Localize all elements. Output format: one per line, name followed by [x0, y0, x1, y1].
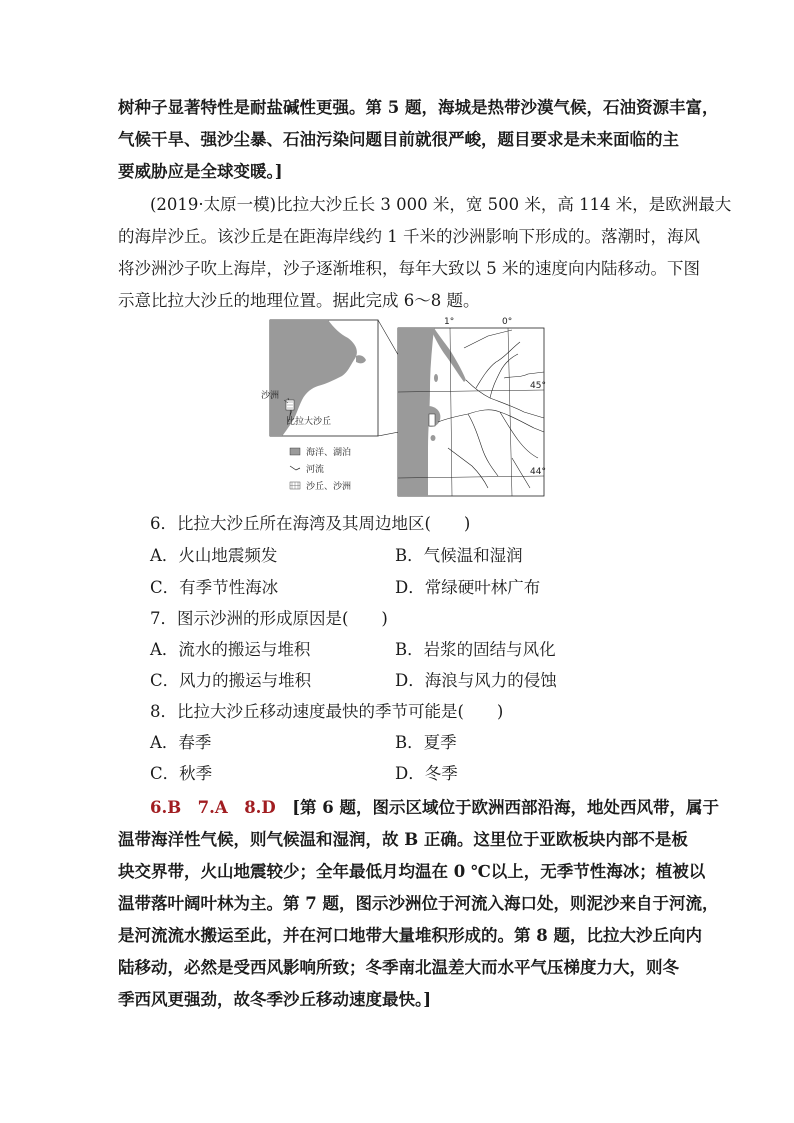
question-8-option-d: D．冬季 [395, 764, 458, 783]
legend-water-swatch [290, 448, 300, 455]
passage-line-1: (2019·太原一模)比拉大沙丘长 3 000 米，宽 500 米，高 114 米，是欧洲最大 [150, 195, 732, 214]
passage-line-3: 将沙洲沙子吹上海岸，沙子逐渐堆积，每年大致以 5 米的速度向内陆移动。下图 [118, 259, 700, 278]
answer-keys: 6.B 7.A 8.D [150, 798, 276, 817]
inset-map [261, 320, 378, 436]
lon-1-label: 1° [444, 317, 455, 327]
question-6-option-d: D．常绿硬叶林广布 [395, 578, 541, 597]
question-6-option-b: B．气候温和湿润 [395, 546, 523, 565]
question-6-stem: 6．比拉大沙丘所在海湾及其周边地区( ) [150, 514, 471, 533]
prev-explanation-line-2: 气候干旱、强沙尘暴、石油污染问题目前就很严峻，题目要求是未来面临的主 [118, 130, 679, 149]
inset-dune-label: 比拉大沙丘 [286, 417, 332, 427]
question-7-option-a: A．流水的搬运与堆积 [150, 640, 311, 659]
question-8-option-c: C．秋季 [150, 764, 213, 783]
answer-line-5: 是河流流水搬运至此，并在河口地带大量堆积形成的。第 8 题，比拉大沙丘向内 [118, 926, 702, 945]
question-8-option-a: A．春季 [150, 733, 212, 752]
passage-line-4: 示意比拉大沙丘的地理位置。据此完成 6～8 题。 [118, 291, 480, 310]
answer-line-7: 季西风更强劲，故冬季沙丘移动速度最快。] [118, 990, 432, 1009]
question-7-option-b: B．岩浆的固结与风化 [395, 640, 556, 659]
legend-river-label: 河流 [306, 465, 325, 475]
answer-line-1 [150, 796, 719, 820]
main-map [398, 317, 546, 496]
lat-45-label: 45° [530, 381, 546, 391]
question-8-stem: 8．比拉大沙丘移动速度最快的季节可能是( ) [150, 702, 504, 721]
answer-line-4: 温带落叶阔叶林为主。第 7 题，图示沙洲位于河流入海口处，则泥沙来自于河流， [118, 894, 719, 913]
legend-dune-label: 沙丘、沙洲 [306, 482, 352, 492]
question-7-option-d: D．海浪与风力的侵蚀 [395, 671, 557, 690]
answer-line-2: 温带海洋性气候，则气候温和湿润，故 B 正确。这里位于亚欧板块内部不是板 [118, 830, 688, 849]
inset-sandbar-label: 沙洲 [261, 391, 280, 401]
answer-line-1-text: [第 6 题，图示区域位于欧洲西部沿海，地处西风带，属于 [275, 798, 720, 817]
question-6-option-a: A．火山地震频发 [150, 546, 278, 565]
answer-line-3: 块交界带，火山地震较少；全年最低月均温在 0 ℃以上，无季节性海冰；植被以 [118, 862, 706, 881]
prev-explanation-line-3: 要威胁应是全球变暖。] [118, 162, 283, 181]
question-7-option-c: C．风力的搬运与堆积 [150, 671, 312, 690]
lon-0-label: 0° [502, 317, 513, 327]
lat-44-label: 44° [530, 467, 546, 477]
legend-river-symbol [290, 466, 300, 470]
legend-water-label: 海洋、湖泊 [306, 448, 352, 458]
prev-explanation-line-1: 树种子显著特性是耐盐碱性更强。第 5 题，海城是热带沙漠气候，石油资源丰富， [118, 98, 719, 117]
passage-line-2: 的海岸沙丘。该沙丘是在距海岸线约 1 千米的沙洲影响下形成的。落潮时，海风 [118, 227, 700, 246]
question-8-option-b: B．夏季 [395, 733, 457, 752]
main-dune-marker [429, 414, 435, 426]
map-legend [290, 446, 351, 492]
dune-location-map [261, 317, 546, 500]
answer-line-6: 陆移动，必然是受西风影响所致；冬季南北温差大而水平气压梯度力大，则冬 [118, 958, 679, 977]
question-6-option-c: C．有季节性海冰 [150, 578, 279, 597]
question-7-stem: 7．图示沙洲的形成原因是( ) [150, 609, 388, 628]
